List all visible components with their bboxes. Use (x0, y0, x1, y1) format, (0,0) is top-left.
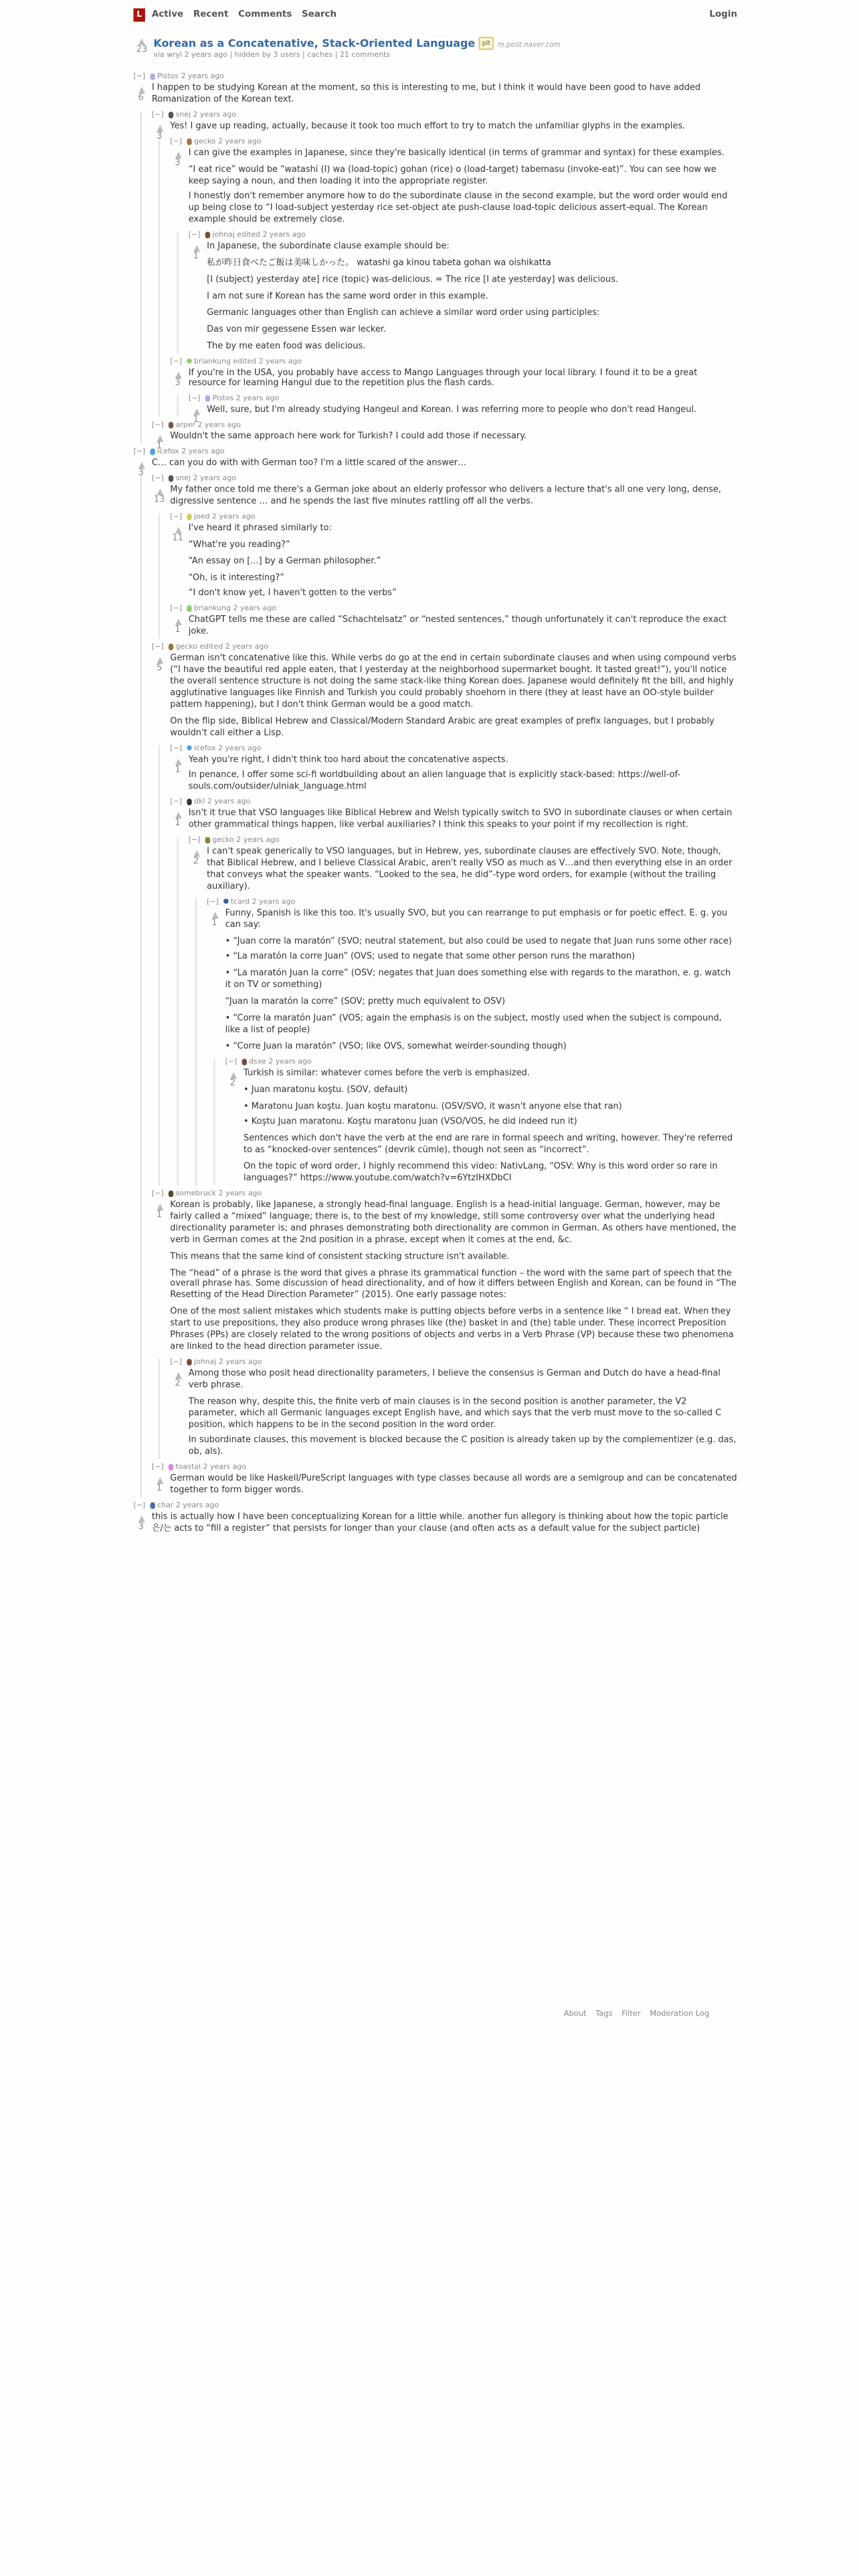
avatar[interactable] (186, 138, 192, 144)
comment-author[interactable]: Pistos (157, 73, 179, 82)
comment-paragraph: Turkish is similar: whatever comes before the verb is emphasized. (244, 1068, 530, 1079)
comment-paragraph: I honestly don't remember anymore how to do the subordinate clause in the second example, but the word order would end up being close to “I load-subject yesterday rice set-object ate push-clause load-topic delicious assert-equal. The Korean example should be extremely close. (188, 192, 728, 226)
upvote-arrow-icon[interactable] (138, 462, 145, 469)
avatar[interactable] (168, 475, 174, 481)
comment-paragraph: Isn't it true that VSO languages like Biblical Hebrew and Welsh typically switch to SVO in subordinate clauses or when certain other grammatical things happen, like verbal auxiliaries? I think this speaks to your point if my recollection is right. (188, 809, 733, 831)
avatar[interactable] (186, 799, 192, 805)
comment-age[interactable]: 2 years ago (218, 1358, 262, 1368)
comment-body (189, 368, 737, 391)
comment-vote (170, 811, 185, 831)
comment-vote (170, 617, 185, 637)
collapse-toggle[interactable]: [−] (133, 73, 146, 82)
comment-author[interactable]: somebruck (175, 1190, 217, 1199)
collapse-toggle[interactable]: [−] (151, 1464, 164, 1473)
collapse-toggle[interactable]: [−] (170, 138, 183, 146)
comment-author[interactable]: icefox (193, 744, 216, 753)
comment-vote (189, 243, 203, 263)
comment-paragraph: • “Corre Juan la maratón” (VSO; like OVS, somewhat weirder-sounding though) (225, 1041, 567, 1052)
comment-paragraph: Korean is probably, like Japanese, a strongly head-final language. English is a head-initial language. German, however, may be fairly called a “mixed” language; there is, to the best of my knowledge, still some controversy over what the underlying head directionality parameter is; and phrases demonstrating both directionality are common in German. As others have mentioned, the verb in German comes at the 2nd position in a phrase, except when it comes at the end, &c. (170, 1200, 737, 1245)
comment-replies (177, 232, 737, 352)
comment-vote (152, 1202, 167, 1222)
comment-paragraph: this is actually how I have been conceptualizing Korean for a little while. another fun allegory is thinking about how the topic particle 은/는 acts to “fill a register” that persists for longer than your clause (and often acts as a default value for the subject particle) (151, 1512, 729, 1534)
comment-vote (189, 849, 203, 869)
comment-age[interactable]: edited 2 years ago (199, 643, 269, 653)
collapse-toggle[interactable]: [−] (151, 643, 164, 653)
comment-meta (207, 898, 737, 908)
comment-body (170, 1200, 737, 1354)
avatar[interactable] (149, 1502, 155, 1508)
comment-paragraph: Yes! I gave up reading, actually, because it took too much effort to try to match the unfamiliar glyphs in the examples. (170, 121, 686, 132)
avatar[interactable] (186, 606, 192, 612)
comment-score: 3 (138, 468, 144, 479)
comment-age[interactable]: 2 years ago (193, 475, 236, 484)
collapse-toggle[interactable]: [−] (151, 475, 164, 484)
comment-meta (133, 1502, 737, 1512)
comment-meta (189, 837, 737, 847)
comment (170, 744, 737, 794)
comment (189, 837, 737, 1186)
comment-replies (177, 395, 737, 426)
comment-paragraph: Sentences which don't have the verb at the end are rare in formal speech and writing, however. They're referred to as “knocked-over sentences” (devrik cümle), though not seen as “incorrect”. (244, 1134, 733, 1156)
avatar[interactable] (241, 1059, 247, 1065)
nav-recent[interactable]: Recent (193, 9, 229, 20)
comment (133, 449, 737, 1497)
collapse-toggle[interactable]: [−] (151, 111, 164, 120)
comment-vote (170, 369, 185, 389)
comment-body (170, 122, 737, 133)
comment-meta (170, 744, 737, 754)
story-tag[interactable]: plt (479, 37, 494, 49)
upvote-arrow-icon[interactable] (175, 371, 181, 378)
upvote-arrow-icon[interactable] (156, 125, 163, 132)
avatar[interactable] (168, 1190, 174, 1196)
comment-age[interactable]: 2 years ago (268, 1058, 312, 1067)
comment-age[interactable]: edited 2 years ago (233, 357, 302, 366)
collapse-toggle[interactable]: [−] (133, 1502, 146, 1511)
comment-score: 2 (193, 857, 199, 867)
comment-paragraph: My father once told me there's a German joke about an elderly professor who delivers a lecture that's all one very long, dense, digressive sentence … and he spends the last five minutes rattling off all the verbs. (170, 485, 721, 507)
comment-score: 1 (211, 918, 217, 928)
comment-body (152, 1512, 737, 1535)
avatar[interactable] (204, 232, 210, 238)
comment (225, 1059, 737, 1186)
upvote-arrow-icon[interactable] (138, 87, 145, 94)
nav-comments[interactable]: Comments (238, 9, 292, 20)
comment-body (152, 84, 737, 106)
comment-meta (170, 1359, 737, 1369)
comment-score: 2 (229, 1078, 235, 1089)
comment-paragraph: Well, sure, but I'm already studying Hangeul and Korean. I was referring more to people who don't read Hangeul. (207, 405, 697, 416)
comment-age[interactable]: 2 years ago (181, 73, 224, 82)
comment-score: 6 (138, 93, 144, 104)
comment (170, 1359, 737, 1459)
upvote-arrow-icon[interactable] (211, 911, 217, 918)
comment-score: 1 (193, 415, 199, 426)
comment-paragraph: This means that the same kind of consistent stacking structure isn't available. (170, 1251, 510, 1262)
comment-paragraph: I am not sure if Korean has the same word order in this example. (207, 291, 488, 302)
comment (151, 111, 737, 426)
upvote-arrow-icon[interactable] (175, 1372, 181, 1379)
upvote-arrow-icon[interactable] (175, 526, 181, 533)
comment-meta (170, 799, 737, 809)
comment-score: 3 (156, 131, 163, 142)
comment-replies (159, 138, 737, 426)
comment (152, 1190, 737, 1459)
comment-age[interactable]: 2 years ago (218, 1190, 262, 1199)
story-title[interactable]: Korean as a Concatenative, Stack-Oriented Language (153, 36, 476, 50)
comment-vote (152, 1476, 167, 1496)
story (133, 37, 859, 67)
comment-paragraph: • “Juan corre la maratón” (SVO; neutral statement, but also could be used to negate that Juan runs some other race) (225, 936, 732, 946)
comment-author[interactable]: arper (175, 422, 195, 431)
avatar[interactable] (186, 358, 192, 364)
comment-vote (152, 487, 167, 507)
avatar[interactable] (168, 1465, 174, 1471)
comment-author[interactable]: snej (175, 111, 191, 120)
comment-paragraph: “An essay on [...] by a German philosopher.” (188, 556, 381, 566)
comment-paragraph: “What're you reading?” (188, 540, 290, 550)
comment-paragraph: I've heard it phrased similarly to: (188, 523, 332, 534)
comment-meta (152, 644, 737, 654)
collapse-toggle[interactable]: [−] (151, 422, 164, 431)
comment-age[interactable]: 2 years ago (211, 513, 256, 522)
comment-vote (133, 85, 148, 105)
upvote-arrow-icon[interactable] (156, 435, 163, 442)
comment-meta (152, 112, 737, 122)
story-domain[interactable]: m.post.naver.com (497, 39, 561, 49)
comment-body (189, 1369, 737, 1459)
comment-author[interactable]: snej (175, 475, 191, 484)
comment-body (170, 654, 737, 740)
comment-body (189, 809, 737, 832)
main-nav (152, 10, 343, 22)
comment-meta (170, 606, 737, 616)
comment-author[interactable]: char (157, 1502, 174, 1511)
nav-active[interactable]: Active (151, 9, 184, 20)
comment-paragraph: In subordinate clauses, this movement is blocked because the C position is already taken up by the complementizer (e.g. das, ob, als). (188, 1436, 737, 1458)
comment-paragraph: The reason why, despite this, the finite verb of main clauses is in the second position is another parameter, the V2 parameter, which all Germanic languages except English have, and which says that the verb must move to the so-called C position, which happens to be in the second position in the word order. (188, 1396, 722, 1430)
comment-replies (195, 898, 737, 1186)
comment-author[interactable]: icefox (157, 448, 179, 457)
comment-paragraph: On the flip side, Biblical Hebrew and Classical/Modern Standard Arabic are great examples of prefix languages, but I probably wouldn't call either a Lisp. (170, 716, 714, 738)
comment-meta (133, 74, 737, 84)
comment-author[interactable]: Pistos (212, 395, 234, 405)
comment-paragraph: I can't speak generically to VSO languages, but in Hebrew, yes, subordinate clauses are effectively SVO. Note, though, that Biblical Hebrew, and I believe Classical Arabic, aren't really VSO as much as V…and then everything else in an order that conveys what the speaker wants. “Looked to the sea, he did”-type word orders, for example (without the trailing auxiliary). (207, 847, 733, 892)
site-header (0, 0, 859, 37)
avatar[interactable] (186, 514, 192, 520)
comment-replies (159, 514, 737, 639)
comment-vote (170, 525, 185, 545)
comment-paragraph: • Maratonu Juan koştu. Juan koştu maratonu. (OSV/SVO, it wasn't anyone else that ran) (244, 1101, 622, 1111)
comment-paragraph: 私が昨日食べたご飯は美味しかった。 watashi ga kinou tabeta gohan wa oishikatta (207, 258, 551, 269)
comment (207, 898, 737, 1186)
comment-body (189, 754, 737, 794)
comment-paragraph: C… can you do with with German too? I'm a little scared of the answer… (151, 458, 467, 469)
comment-author[interactable]: gecko (175, 643, 197, 653)
comment-paragraph: “Juan la maratón la corre” (SOV; pretty much equivalent to OSV) (225, 997, 506, 1008)
comment-author[interactable]: briankung (193, 605, 231, 615)
site-logo[interactable]: L (133, 8, 145, 21)
comment-vote (152, 655, 167, 675)
comment-meta (133, 449, 737, 459)
comment-body (170, 486, 737, 508)
collapse-toggle[interactable]: [−] (170, 744, 183, 753)
comment-author[interactable]: dkl (193, 798, 205, 808)
comment-age[interactable]: 2 years ago (217, 138, 262, 146)
comment (170, 606, 737, 639)
comment-age[interactable]: 2 years ago (252, 898, 296, 907)
upvote-arrow-icon[interactable] (156, 657, 163, 664)
comment-paragraph: Das von mir gegessene Essen war lecker. (207, 324, 387, 335)
comment-paragraph: If you're in the USA, you probably have access to Mango Languages through your local library. I found it to be a great resource for learning Hangul due to the repetition plus the flash cards. (188, 367, 698, 389)
comment-age[interactable]: 2 years ago (203, 1464, 246, 1473)
comment-age[interactable]: 2 years ago (236, 837, 280, 846)
comment-body (189, 616, 737, 639)
collapse-toggle[interactable]: [−] (170, 798, 183, 808)
comment-body (152, 459, 737, 470)
comment-paragraph: Yeah you're right, I didn't think too hard about the concatenative aspects. (188, 754, 508, 765)
comment-paragraph: The by me eaten food was delicious. (207, 341, 366, 352)
upvote-arrow-icon[interactable] (175, 758, 181, 764)
comment-meta (189, 232, 737, 242)
collapse-toggle[interactable]: [−] (170, 605, 183, 615)
comment-age[interactable]: 2 years ago (175, 1502, 219, 1511)
comment-paragraph: • Juan maratonu koştu. (SOV, default) (244, 1085, 408, 1095)
comment-score: 1 (175, 819, 181, 829)
comment-score: 11 (172, 533, 183, 544)
comment (188, 395, 737, 426)
comment-author[interactable]: johnaj (212, 231, 235, 241)
comment-score: 1 (156, 442, 163, 453)
comment-paragraph: “Oh, is it interesting?” (188, 572, 284, 583)
footer-tags[interactable]: Tags (595, 2010, 613, 2020)
comment-vote (207, 910, 221, 930)
collapse-toggle[interactable]: [−] (207, 898, 219, 907)
story-title-row (153, 37, 560, 51)
comment-meta (189, 396, 737, 406)
comment-replies (159, 1359, 737, 1459)
comment-paragraph: [I (subject) yesterday ate] rice (topic) was-delicious. = The rice [I ate yesterday] was delicious. (207, 275, 618, 286)
comment-body (170, 1475, 737, 1497)
comment-author[interactable]: tcard (230, 898, 250, 907)
upvote-arrow-icon[interactable] (175, 619, 181, 626)
comment-author[interactable]: dsxe (249, 1058, 266, 1067)
comment-paragraph: • Koştu Juan maratonu. Koştu maratonu Juan (VSO/VOS, he did indeed run it) (244, 1117, 577, 1128)
footer-moderation-log[interactable]: Moderation Log (650, 2010, 710, 2020)
comment-author[interactable]: johnaj (193, 1358, 217, 1368)
comment-replies (140, 475, 737, 1497)
collapse-toggle[interactable]: [−] (188, 231, 201, 241)
comment-vote (225, 1070, 240, 1090)
collapse-toggle[interactable]: [−] (133, 448, 146, 457)
comment-body (189, 148, 737, 227)
comment-age[interactable]: 2 years ago (207, 798, 251, 808)
comment-age[interactable]: 2 years ago (193, 111, 236, 120)
comment-tree (133, 74, 737, 1535)
comment-replies (177, 837, 737, 1186)
upvote-arrow-icon[interactable] (156, 1478, 163, 1485)
comment-paragraph: Funny, Spanish is like this too. It's usually SVO, but you can rearrange to put emphasis or for poetic effect. E. g. you can say: (225, 908, 728, 930)
collapse-toggle[interactable]: [−] (188, 395, 201, 405)
comment-paragraph: I happen to be studying Korean at the moment, so this is interesting to me, but I think it would have been good to have added Romanization of the Korean text. (151, 83, 701, 105)
comment-meta (170, 138, 737, 148)
comment-author[interactable]: briankung (193, 357, 231, 366)
comment-vote (133, 460, 148, 480)
comment (170, 514, 737, 601)
comment-body (244, 1069, 737, 1186)
comment-age[interactable]: 2 years ago (235, 395, 280, 405)
comment-age[interactable]: 2 years ago (217, 744, 262, 753)
comment-body (207, 242, 737, 352)
upvote-arrow-icon[interactable] (229, 1072, 236, 1079)
avatar[interactable] (223, 898, 229, 904)
avatar[interactable] (186, 1359, 192, 1365)
story-byline: via wryl 2 years ago | hidden by 3 users | caches | 21 comments (153, 51, 391, 60)
comment (170, 357, 737, 426)
comment-paragraph: Among those who posit head directionality parameters, I believe the consensus is German and Dutch do have a head-final verb phrase. (188, 1368, 721, 1390)
comment-paragraph: Wouldn't the same approach here work for Turkish? I could add those if necessary. (170, 432, 527, 443)
comment-paragraph: I can give the examples in Japanese, since they're basically identical (in terms of grammar and syntax) for these examples. (188, 148, 725, 158)
collapse-toggle[interactable]: [−] (170, 357, 183, 366)
comment (152, 644, 737, 1186)
comment-paragraph: In Japanese, the subordinate clause example should be: (207, 241, 450, 252)
comment-paragraph: ChatGPT tells me these are called “Schachtelsatz” or “nested sentences,” though unfortunately it can't reproduce the exact joke. (188, 615, 727, 638)
comment-meta (152, 1190, 737, 1200)
upvote-arrow-icon[interactable] (138, 1515, 145, 1522)
comment-age[interactable]: 2 years ago (197, 422, 241, 431)
collapse-toggle[interactable]: [−] (188, 837, 201, 846)
comment-score: 1 (175, 625, 181, 636)
comment-score: 5 (156, 663, 163, 674)
comment-replies (159, 744, 737, 1185)
comment-paragraph: • “La maratón la corre Juan” (OVS; used to negate that some other person runs the marathon) (225, 952, 636, 963)
comment-paragraph: One of the most salient mistakes which students make is putting objects before verbs in a sentence like “ I bread eat. When they start to use prepositions, they also produce wrong phrases like (the) basket in and (the) table under. These incorrect Preposition Phrases (PPs) are closely related to the wrong positions of objects and verbs in a Verb Phrase (VP) because these two phenomena are linked to the head direction parameter issue. (170, 1307, 734, 1352)
comment-meta (170, 514, 737, 524)
comment-paragraph: German isn't concatenative like this. While verbs do go at the end in certain subordinate clauses and when using compound verbs (“I have the beautiful red apple eaten, that I yesterday at the neighborhood supermarket bought. It tasted great!”), you'll notice the overall sentence structure is not doing the same stack-like thing Korean does. Japanese would definitely fit the bill, and highly agglutinative languages like Finnish and Turkish you could probably shoehorn in there (they at least have an OO-style builder pattern happening), but I don't think German would be a good match. (170, 653, 737, 710)
collapse-toggle[interactable]: [−] (170, 1358, 183, 1368)
footer-about[interactable]: About (563, 2010, 587, 2020)
upvote-arrow-icon[interactable] (193, 409, 199, 416)
upvote-arrow-icon[interactable] (175, 151, 181, 158)
comment-meta (152, 1465, 737, 1475)
avatar[interactable] (168, 644, 174, 650)
comment-score: 1 (193, 251, 199, 262)
collapse-toggle[interactable]: [−] (225, 1058, 237, 1067)
comment-meta (152, 475, 737, 486)
upvote-arrow-icon[interactable] (175, 813, 181, 819)
comment-score: 3 (175, 377, 181, 388)
comment (152, 475, 737, 639)
comment-author[interactable]: toastal (175, 1464, 201, 1473)
comment-author[interactable]: joed (193, 513, 210, 522)
comment-paragraph: Germanic languages other than English can achieve a similar word order using participles: (207, 308, 600, 318)
comment-paragraph: The “head” of a phrase is the word that gives a phrase its grammatical function – the word with the same part of speech that the overall phrase has. Some discussion of head directionality, and of how it differs between English and Korean, can be found in “The Resetting of the Head Direction Parameter” (2015). One early passage notes: (170, 1268, 737, 1301)
comment-score: 3 (138, 1522, 144, 1533)
comment-body (225, 908, 737, 1053)
comment-body (189, 523, 737, 601)
comment-paragraph: • “Corre la maratón Juan” (VOS; again the emphasis is on the subject, mostly used when the subject is compound, like a list of people) (225, 1013, 722, 1036)
comment-body (170, 432, 737, 443)
avatar[interactable] (204, 396, 210, 402)
comment-vote (170, 1370, 185, 1390)
upvote-arrow-icon[interactable] (193, 851, 199, 857)
footer (564, 2011, 717, 2021)
comment-meta (152, 422, 737, 432)
comment-paragraph: On the topic of word order, I highly recommend this video: NativLang, “OSV: Why is this word order so rare in languages?” https://www.youtube.com/watch?v=6YtzIHXDbCI (244, 1162, 718, 1184)
upvote-arrow-icon[interactable] (156, 1204, 163, 1210)
comment-paragraph: “I eat rice” would be “watashi (I) wa (load-topic) gohan (rice) o (load-target) tabemasu (invoke-eat)”. You can see how we keep saying a noun, and then loading it into the appropriate register. (188, 164, 717, 187)
upvote-arrow-icon[interactable] (193, 245, 199, 252)
comment-body (207, 406, 737, 417)
nav-search[interactable]: Search (302, 9, 337, 20)
comment (152, 1465, 737, 1497)
comment-score: 13 (153, 495, 165, 506)
story-vote (133, 37, 150, 57)
story-score: 23 (136, 45, 148, 56)
avatar[interactable] (168, 422, 174, 428)
comment-paragraph: German would be like Haskell/PureScript languages with type classes because all words are a semigroup and can be concatenated together to form bigger words. (170, 1474, 737, 1496)
login-link[interactable]: Login (709, 9, 737, 20)
comment-author[interactable]: gecko (212, 837, 234, 846)
avatar[interactable] (186, 744, 192, 750)
comment (189, 232, 737, 352)
avatar[interactable] (204, 837, 210, 843)
comment (170, 799, 737, 1186)
comment-vote (170, 756, 185, 776)
comment-age[interactable]: 2 years ago (181, 448, 225, 457)
comment-score: 3 (175, 158, 181, 169)
comment-body (207, 847, 737, 893)
comment-score: 1 (175, 764, 181, 775)
comment-vote (152, 123, 167, 143)
comment-meta (170, 358, 737, 368)
comment (133, 1502, 737, 1535)
avatar[interactable] (149, 449, 155, 455)
footer-filter[interactable]: Filter (622, 2010, 641, 2020)
collapse-toggle[interactable]: [−] (170, 513, 183, 522)
comment-replies (213, 1059, 737, 1186)
upvote-arrow-icon[interactable] (138, 38, 145, 45)
comment-paragraph: “I don't know yet, I haven't gotten to the verbs” (188, 589, 397, 600)
comment-score: 1 (156, 1484, 163, 1495)
collapse-toggle[interactable]: [−] (151, 1190, 164, 1199)
comment-vote (133, 1514, 148, 1534)
comment-paragraph: • “La maratón Juan la corre” (OSV; negates that Juan does something else with regards to the marathon, e. g. watch it on TV or something) (225, 969, 731, 991)
comment-age[interactable]: edited 2 years ago (237, 231, 306, 241)
avatar[interactable] (168, 112, 174, 118)
upvote-arrow-icon[interactable] (156, 489, 163, 496)
comment-meta (225, 1059, 737, 1069)
comment-age[interactable]: 2 years ago (233, 605, 276, 615)
comment-vote (170, 150, 185, 170)
comment (170, 138, 737, 352)
comment-author[interactable]: gecko (193, 138, 216, 146)
avatar[interactable] (149, 74, 155, 80)
comment-score: 1 (156, 1210, 163, 1221)
comment-paragraph: In penance, I offer some sci-fi worldbuilding about an alien language that is explicitly stack-based: https://well-of-souls.com/outsider/ulniak_language.html (188, 770, 681, 793)
comment-score: 2 (175, 1378, 181, 1389)
